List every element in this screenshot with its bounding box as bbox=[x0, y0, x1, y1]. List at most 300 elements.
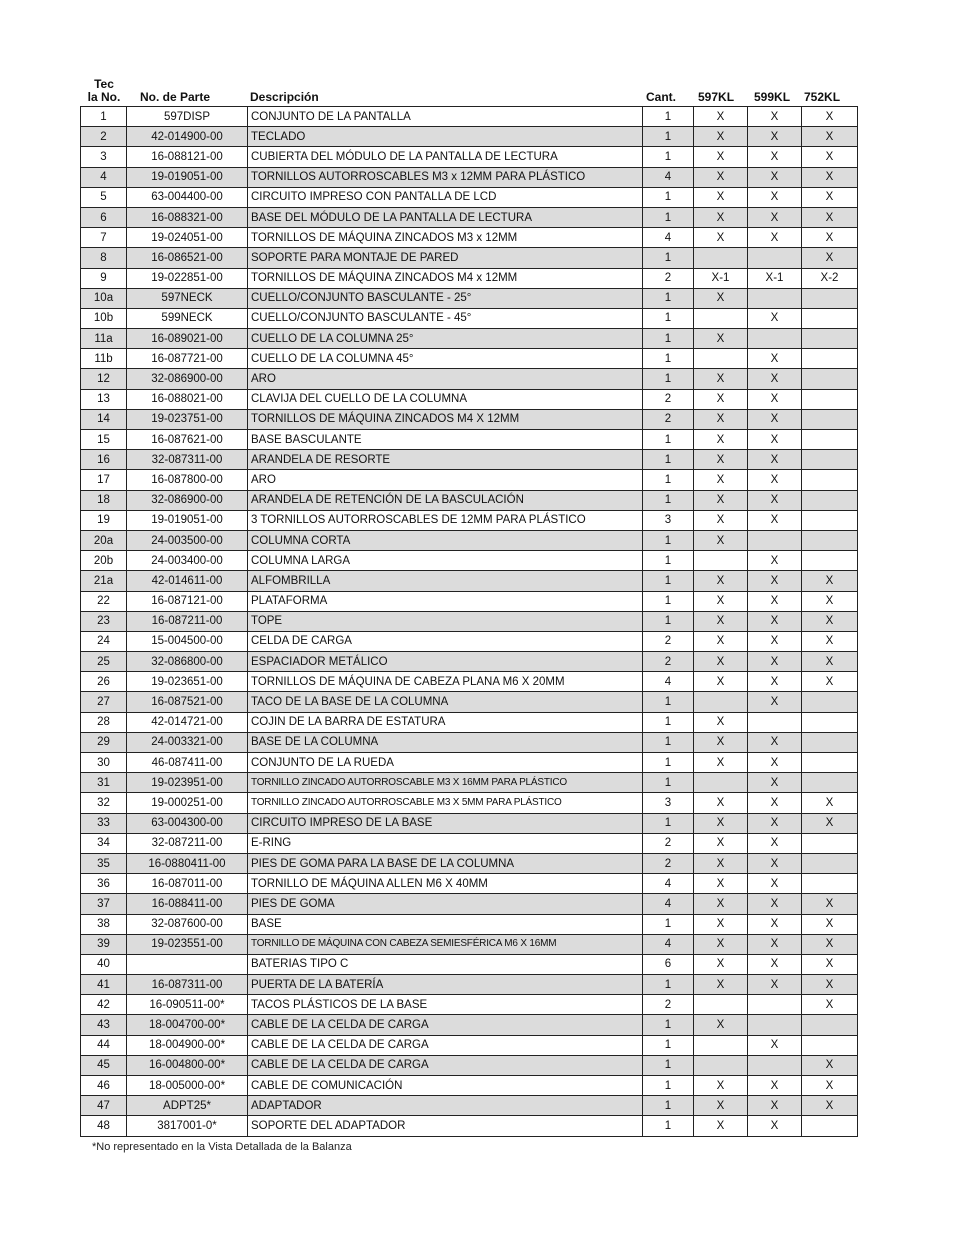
quantity-cell: 1 bbox=[643, 813, 694, 833]
model-597kl-cell: X bbox=[694, 490, 748, 510]
description-cell: CELDA DE CARGA bbox=[248, 631, 643, 651]
model-599kl-cell bbox=[748, 995, 802, 1015]
model-752kl-cell: X bbox=[802, 147, 858, 167]
quantity-cell: 1 bbox=[643, 369, 694, 389]
table-row bbox=[81, 672, 858, 692]
quantity-cell: 1 bbox=[643, 1116, 694, 1136]
model-597kl-cell: X bbox=[694, 954, 748, 974]
part-number-cell: 24-003321-00 bbox=[127, 732, 248, 752]
quantity-cell: 1 bbox=[643, 490, 694, 510]
item-no-cell: 40 bbox=[81, 954, 127, 974]
model-597kl-cell: X bbox=[694, 652, 748, 672]
model-597kl-cell: X bbox=[694, 793, 748, 813]
model-599kl-cell: X bbox=[748, 1035, 802, 1055]
table-header bbox=[80, 76, 854, 106]
model-597kl-cell bbox=[694, 308, 748, 328]
quantity-cell: 4 bbox=[643, 934, 694, 954]
item-no-cell: 4 bbox=[81, 167, 127, 187]
table-row bbox=[81, 995, 858, 1015]
part-number-cell: 18-004700-00* bbox=[127, 1015, 248, 1035]
part-number-cell: 16-088021-00 bbox=[127, 389, 248, 409]
model-599kl-cell: X bbox=[748, 672, 802, 692]
quantity-cell: 1 bbox=[643, 732, 694, 752]
item-no-cell: 15 bbox=[81, 430, 127, 450]
model-599kl-cell: X bbox=[748, 389, 802, 409]
description-cell: ARO bbox=[248, 369, 643, 389]
model-597kl-cell: X bbox=[694, 470, 748, 490]
item-no-cell: 48 bbox=[81, 1116, 127, 1136]
table-row bbox=[81, 167, 858, 187]
quantity-cell: 1 bbox=[643, 207, 694, 227]
item-no-cell: 12 bbox=[81, 369, 127, 389]
part-number-cell: 32-087211-00 bbox=[127, 833, 248, 853]
model-752kl-cell: X bbox=[802, 975, 858, 995]
model-597kl-cell: X bbox=[694, 329, 748, 349]
model-597kl-cell: X bbox=[694, 430, 748, 450]
model-599kl-cell: X bbox=[748, 430, 802, 450]
part-number-cell: 16-087011-00 bbox=[127, 874, 248, 894]
model-597kl-cell bbox=[694, 995, 748, 1015]
model-597kl-cell: X bbox=[694, 288, 748, 308]
model-752kl-cell bbox=[802, 490, 858, 510]
item-no-cell: 31 bbox=[81, 773, 127, 793]
model-752kl-cell bbox=[802, 853, 858, 873]
model-597kl-cell: X bbox=[694, 833, 748, 853]
model-597kl-cell bbox=[694, 692, 748, 712]
header-description: Descripción bbox=[250, 90, 319, 104]
quantity-cell: 1 bbox=[643, 308, 694, 328]
model-599kl-cell: X bbox=[748, 207, 802, 227]
table-row bbox=[81, 631, 858, 651]
part-number-cell: 19-024051-00 bbox=[127, 228, 248, 248]
model-597kl-cell: X bbox=[694, 591, 748, 611]
quantity-cell: 2 bbox=[643, 833, 694, 853]
table-row bbox=[81, 692, 858, 712]
part-number-cell: 16-086521-00 bbox=[127, 248, 248, 268]
model-599kl-cell: X bbox=[748, 1096, 802, 1116]
part-number-cell: 63-004400-00 bbox=[127, 187, 248, 207]
quantity-cell: 1 bbox=[643, 975, 694, 995]
quantity-cell: 1 bbox=[643, 288, 694, 308]
model-752kl-cell bbox=[802, 712, 858, 732]
part-number-cell: 16-088121-00 bbox=[127, 147, 248, 167]
model-752kl-cell bbox=[802, 530, 858, 550]
part-number-cell: 32-086800-00 bbox=[127, 652, 248, 672]
model-599kl-cell bbox=[748, 712, 802, 732]
model-752kl-cell bbox=[802, 753, 858, 773]
model-599kl-cell: X bbox=[748, 349, 802, 369]
quantity-cell: 1 bbox=[643, 1035, 694, 1055]
item-no-cell: 43 bbox=[81, 1015, 127, 1035]
part-number-cell: 599NECK bbox=[127, 308, 248, 328]
item-no-cell: 22 bbox=[81, 591, 127, 611]
description-cell: CUELLO/CONJUNTO BASCULANTE - 25° bbox=[248, 288, 643, 308]
quantity-cell: 1 bbox=[643, 914, 694, 934]
model-752kl-cell bbox=[802, 288, 858, 308]
table-row bbox=[81, 308, 858, 328]
model-597kl-cell: X bbox=[694, 1015, 748, 1035]
model-599kl-cell: X bbox=[748, 753, 802, 773]
description-cell: TORNILLO DE MÁQUINA ALLEN M6 X 40MM bbox=[248, 874, 643, 894]
part-number-cell: 597NECK bbox=[127, 288, 248, 308]
model-599kl-cell: X bbox=[748, 228, 802, 248]
model-752kl-cell bbox=[802, 329, 858, 349]
model-599kl-cell: X bbox=[748, 127, 802, 147]
item-no-cell: 8 bbox=[81, 248, 127, 268]
description-cell: TOPE bbox=[248, 611, 643, 631]
model-597kl-cell bbox=[694, 773, 748, 793]
quantity-cell: 1 bbox=[643, 1055, 694, 1075]
model-752kl-cell: X bbox=[802, 127, 858, 147]
header-part-number: No. de Parte bbox=[140, 90, 211, 104]
model-752kl-cell: X bbox=[802, 1096, 858, 1116]
description-cell: CUELLO DE LA COLUMNA 25° bbox=[248, 329, 643, 349]
model-599kl-cell: X bbox=[748, 369, 802, 389]
table-row bbox=[81, 1055, 858, 1075]
item-no-cell: 26 bbox=[81, 672, 127, 692]
model-752kl-cell: X bbox=[802, 894, 858, 914]
model-752kl-cell: X bbox=[802, 107, 858, 127]
part-number-cell: 32-086900-00 bbox=[127, 369, 248, 389]
item-no-cell: 32 bbox=[81, 793, 127, 813]
quantity-cell: 4 bbox=[643, 894, 694, 914]
description-cell: CABLE DE LA CELDA DE CARGA bbox=[248, 1015, 643, 1035]
model-752kl-cell: X bbox=[802, 813, 858, 833]
quantity-cell: 1 bbox=[643, 591, 694, 611]
model-752kl-cell bbox=[802, 833, 858, 853]
model-597kl-cell bbox=[694, 248, 748, 268]
model-752kl-cell: X bbox=[802, 954, 858, 974]
description-cell: CUELLO/CONJUNTO BASCULANTE - 45° bbox=[248, 308, 643, 328]
model-752kl-cell bbox=[802, 732, 858, 752]
quantity-cell: 2 bbox=[643, 631, 694, 651]
quantity-cell: 1 bbox=[643, 753, 694, 773]
item-no-cell: 10b bbox=[81, 308, 127, 328]
model-752kl-cell bbox=[802, 349, 858, 369]
model-597kl-cell: X bbox=[694, 732, 748, 752]
model-597kl-cell: X bbox=[694, 228, 748, 248]
description-cell: TACOS PLÁSTICOS DE LA BASE bbox=[248, 995, 643, 1015]
model-599kl-cell: X bbox=[748, 773, 802, 793]
quantity-cell: 1 bbox=[643, 450, 694, 470]
item-no-cell: 35 bbox=[81, 853, 127, 873]
description-cell: PIES DE GOMA PARA LA BASE DE LA COLUMNA bbox=[248, 853, 643, 873]
item-no-cell: 16 bbox=[81, 450, 127, 470]
part-number-cell: ADPT25* bbox=[127, 1096, 248, 1116]
table-row bbox=[81, 1116, 858, 1136]
model-599kl-cell: X bbox=[748, 490, 802, 510]
table-row bbox=[81, 228, 858, 248]
part-number-cell: 597DISP bbox=[127, 107, 248, 127]
description-cell: CONJUNTO DE LA RUEDA bbox=[248, 753, 643, 773]
part-number-cell: 16-087121-00 bbox=[127, 591, 248, 611]
table-row bbox=[81, 369, 858, 389]
parts-list-sheet bbox=[80, 76, 854, 1153]
part-number-cell: 19-023751-00 bbox=[127, 409, 248, 429]
item-no-cell: 39 bbox=[81, 934, 127, 954]
description-cell: CABLE DE LA CELDA DE CARGA bbox=[248, 1055, 643, 1075]
part-number-cell: 24-003500-00 bbox=[127, 530, 248, 550]
model-752kl-cell: X bbox=[802, 672, 858, 692]
description-cell: TORNILLOS DE MÁQUINA ZINCADOS M4 X 12MM bbox=[248, 409, 643, 429]
description-cell: TACO DE LA BASE DE LA COLUMNA bbox=[248, 692, 643, 712]
table-row bbox=[81, 975, 858, 995]
part-number-cell: 16-087721-00 bbox=[127, 349, 248, 369]
table-row bbox=[81, 1035, 858, 1055]
description-cell: 3 TORNILLOS AUTORROSCABLES DE 12MM PARA PLÁSTICO bbox=[248, 510, 643, 530]
model-599kl-cell: X bbox=[748, 167, 802, 187]
model-599kl-cell: X bbox=[748, 833, 802, 853]
table-row bbox=[81, 147, 858, 167]
table-row bbox=[81, 853, 858, 873]
part-number-cell: 24-003400-00 bbox=[127, 551, 248, 571]
table-row bbox=[81, 571, 858, 591]
table-row bbox=[81, 894, 858, 914]
item-no-cell: 2 bbox=[81, 127, 127, 147]
model-597kl-cell bbox=[694, 1055, 748, 1075]
model-599kl-cell: X bbox=[748, 692, 802, 712]
model-599kl-cell: X bbox=[748, 631, 802, 651]
model-597kl-cell: X bbox=[694, 611, 748, 631]
footnote: *No representado en la Vista Detallada de la Balanza bbox=[92, 1140, 352, 1153]
item-no-cell: 21a bbox=[81, 571, 127, 591]
quantity-cell: 1 bbox=[643, 248, 694, 268]
model-599kl-cell bbox=[748, 288, 802, 308]
description-cell: PLATAFORMA bbox=[248, 591, 643, 611]
model-597kl-cell: X bbox=[694, 1116, 748, 1136]
quantity-cell: 2 bbox=[643, 652, 694, 672]
table-row bbox=[81, 187, 858, 207]
table-row bbox=[81, 934, 858, 954]
model-752kl-cell: X bbox=[802, 611, 858, 631]
model-599kl-cell bbox=[748, 1015, 802, 1035]
model-597kl-cell: X bbox=[694, 712, 748, 732]
description-cell: COLUMNA CORTA bbox=[248, 530, 643, 550]
model-752kl-cell bbox=[802, 430, 858, 450]
description-cell: TORNILLO ZINCADO AUTORROSCABLE M3 X 5MM PARA PLÁSTICO bbox=[248, 793, 643, 813]
part-number-cell: 46-087411-00 bbox=[127, 753, 248, 773]
part-number-cell: 42-014900-00 bbox=[127, 127, 248, 147]
table-row bbox=[81, 329, 858, 349]
description-cell: CUBIERTA DEL MÓDULO DE LA PANTALLA DE LECTURA bbox=[248, 147, 643, 167]
table-row bbox=[81, 551, 858, 571]
model-599kl-cell: X bbox=[748, 652, 802, 672]
model-599kl-cell: X-1 bbox=[748, 268, 802, 288]
model-752kl-cell: X bbox=[802, 914, 858, 934]
part-number-cell: 18-005000-00* bbox=[127, 1076, 248, 1096]
table-row bbox=[81, 288, 858, 308]
description-cell: CABLE DE COMUNICACIÓN bbox=[248, 1076, 643, 1096]
quantity-cell: 1 bbox=[643, 551, 694, 571]
table-row bbox=[81, 732, 858, 752]
quantity-cell: 1 bbox=[643, 187, 694, 207]
parts-table bbox=[80, 106, 858, 1137]
model-597kl-cell: X bbox=[694, 874, 748, 894]
quantity-cell: 1 bbox=[643, 1096, 694, 1116]
model-599kl-cell: X bbox=[748, 107, 802, 127]
header-597kl: 597KL bbox=[698, 90, 735, 104]
model-597kl-cell: X bbox=[694, 1076, 748, 1096]
quantity-cell: 2 bbox=[643, 268, 694, 288]
description-cell: BATERIAS TIPO C bbox=[248, 954, 643, 974]
item-no-cell: 9 bbox=[81, 268, 127, 288]
model-599kl-cell bbox=[748, 248, 802, 268]
quantity-cell: 3 bbox=[643, 510, 694, 530]
item-no-cell: 42 bbox=[81, 995, 127, 1015]
quantity-cell: 3 bbox=[643, 793, 694, 813]
model-597kl-cell: X bbox=[694, 450, 748, 470]
item-no-cell: 18 bbox=[81, 490, 127, 510]
item-no-cell: 29 bbox=[81, 732, 127, 752]
table-row bbox=[81, 530, 858, 550]
model-599kl-cell bbox=[748, 530, 802, 550]
quantity-cell: 4 bbox=[643, 874, 694, 894]
item-no-cell: 24 bbox=[81, 631, 127, 651]
description-cell: CUELLO DE LA COLUMNA 45° bbox=[248, 349, 643, 369]
model-597kl-cell bbox=[694, 1035, 748, 1055]
description-cell: CLAVIJA DEL CUELLO DE LA COLUMNA bbox=[248, 389, 643, 409]
description-cell: CIRCUITO IMPRESO DE LA BASE bbox=[248, 813, 643, 833]
model-599kl-cell: X bbox=[748, 732, 802, 752]
part-number-cell: 32-087311-00 bbox=[127, 450, 248, 470]
description-cell: SOPORTE PARA MONTAJE DE PARED bbox=[248, 248, 643, 268]
model-752kl-cell: X bbox=[802, 167, 858, 187]
item-no-cell: 11b bbox=[81, 349, 127, 369]
table-row bbox=[81, 1076, 858, 1096]
model-599kl-cell: X bbox=[748, 894, 802, 914]
item-no-cell: 6 bbox=[81, 207, 127, 227]
model-752kl-cell bbox=[802, 1035, 858, 1055]
quantity-cell: 1 bbox=[643, 329, 694, 349]
model-752kl-cell: X bbox=[802, 228, 858, 248]
model-752kl-cell bbox=[802, 510, 858, 530]
part-number-cell: 16-087800-00 bbox=[127, 470, 248, 490]
model-752kl-cell bbox=[802, 470, 858, 490]
model-599kl-cell: X bbox=[748, 308, 802, 328]
table-row bbox=[81, 430, 858, 450]
part-number-cell: 42-014721-00 bbox=[127, 712, 248, 732]
model-597kl-cell: X bbox=[694, 672, 748, 692]
part-number-cell: 16-0880411-00 bbox=[127, 853, 248, 873]
item-no-cell: 27 bbox=[81, 692, 127, 712]
model-599kl-cell: X bbox=[748, 450, 802, 470]
model-752kl-cell bbox=[802, 1015, 858, 1035]
item-no-cell: 33 bbox=[81, 813, 127, 833]
item-no-cell: 47 bbox=[81, 1096, 127, 1116]
model-599kl-cell: X bbox=[748, 793, 802, 813]
model-597kl-cell: X bbox=[694, 107, 748, 127]
table-row bbox=[81, 1015, 858, 1035]
part-number-cell: 16-088321-00 bbox=[127, 207, 248, 227]
quantity-cell: 2 bbox=[643, 995, 694, 1015]
table-row bbox=[81, 773, 858, 793]
table-row bbox=[81, 389, 858, 409]
part-number-cell: 16-087311-00 bbox=[127, 975, 248, 995]
model-752kl-cell bbox=[802, 551, 858, 571]
quantity-cell: 1 bbox=[643, 692, 694, 712]
description-cell: ALFOMBRILLA bbox=[248, 571, 643, 591]
description-cell: ESPACIADOR METÁLICO bbox=[248, 652, 643, 672]
model-752kl-cell: X bbox=[802, 1055, 858, 1075]
model-599kl-cell: X bbox=[748, 591, 802, 611]
part-number-cell: 19-023951-00 bbox=[127, 773, 248, 793]
part-number-cell: 19-000251-00 bbox=[127, 793, 248, 813]
quantity-cell: 1 bbox=[643, 530, 694, 550]
header-599kl: 599KL bbox=[754, 90, 791, 104]
item-no-cell: 7 bbox=[81, 228, 127, 248]
part-number-cell: 16-090511-00* bbox=[127, 995, 248, 1015]
quantity-cell: 1 bbox=[643, 571, 694, 591]
model-599kl-cell bbox=[748, 329, 802, 349]
part-number-cell: 15-004500-00 bbox=[127, 631, 248, 651]
model-597kl-cell: X bbox=[694, 409, 748, 429]
table-row bbox=[81, 349, 858, 369]
model-597kl-cell: X bbox=[694, 389, 748, 409]
part-number-cell: 63-004300-00 bbox=[127, 813, 248, 833]
model-752kl-cell: X bbox=[802, 793, 858, 813]
item-no-cell: 20a bbox=[81, 530, 127, 550]
table-row bbox=[81, 874, 858, 894]
model-599kl-cell: X bbox=[748, 1076, 802, 1096]
table-row bbox=[81, 652, 858, 672]
part-number-cell: 16-004800-00* bbox=[127, 1055, 248, 1075]
description-cell: TORNILLO DE MÁQUINA CON CABEZA SEMIESFÉRICA M6 X 16MM bbox=[248, 934, 643, 954]
model-752kl-cell: X bbox=[802, 248, 858, 268]
model-599kl-cell: X bbox=[748, 934, 802, 954]
model-597kl-cell: X bbox=[694, 934, 748, 954]
header-752kl: 752KL bbox=[804, 90, 841, 104]
model-599kl-cell: X bbox=[748, 874, 802, 894]
model-597kl-cell: X bbox=[694, 753, 748, 773]
description-cell: ADAPTADOR bbox=[248, 1096, 643, 1116]
part-number-cell: 16-087211-00 bbox=[127, 611, 248, 631]
model-752kl-cell: X bbox=[802, 591, 858, 611]
description-cell: TECLADO bbox=[248, 127, 643, 147]
model-752kl-cell bbox=[802, 1116, 858, 1136]
description-cell: BASE bbox=[248, 914, 643, 934]
model-597kl-cell: X bbox=[694, 853, 748, 873]
model-752kl-cell bbox=[802, 692, 858, 712]
item-no-cell: 1 bbox=[81, 107, 127, 127]
item-no-cell: 10a bbox=[81, 288, 127, 308]
table-row bbox=[81, 107, 858, 127]
description-cell: TORNILLOS DE MÁQUINA DE CABEZA PLANA M6 X 20MM bbox=[248, 672, 643, 692]
table-row bbox=[81, 1096, 858, 1116]
description-cell: TORNILLO ZINCADO AUTORROSCABLE M3 X 16MM PARA PLÁSTICO bbox=[248, 773, 643, 793]
description-cell: ARANDELA DE RETENCIÓN DE LA BASCULACIÓN bbox=[248, 490, 643, 510]
part-number-cell: 42-014611-00 bbox=[127, 571, 248, 591]
table-row bbox=[81, 591, 858, 611]
table-row bbox=[81, 712, 858, 732]
model-597kl-cell bbox=[694, 349, 748, 369]
quantity-cell: 2 bbox=[643, 389, 694, 409]
table-row bbox=[81, 914, 858, 934]
part-number-cell: 19-022851-00 bbox=[127, 268, 248, 288]
model-599kl-cell: X bbox=[748, 954, 802, 974]
description-cell: CIRCUITO IMPRESO CON PANTALLA DE LCD bbox=[248, 187, 643, 207]
quantity-cell: 1 bbox=[643, 430, 694, 450]
quantity-cell: 1 bbox=[643, 107, 694, 127]
item-no-cell: 37 bbox=[81, 894, 127, 914]
model-597kl-cell bbox=[694, 551, 748, 571]
quantity-cell: 6 bbox=[643, 954, 694, 974]
description-cell: PUERTA DE LA BATERÍA bbox=[248, 975, 643, 995]
table-row bbox=[81, 268, 858, 288]
model-597kl-cell: X bbox=[694, 207, 748, 227]
model-599kl-cell: X bbox=[748, 571, 802, 591]
description-cell: COLUMNA LARGA bbox=[248, 551, 643, 571]
item-no-cell: 25 bbox=[81, 652, 127, 672]
